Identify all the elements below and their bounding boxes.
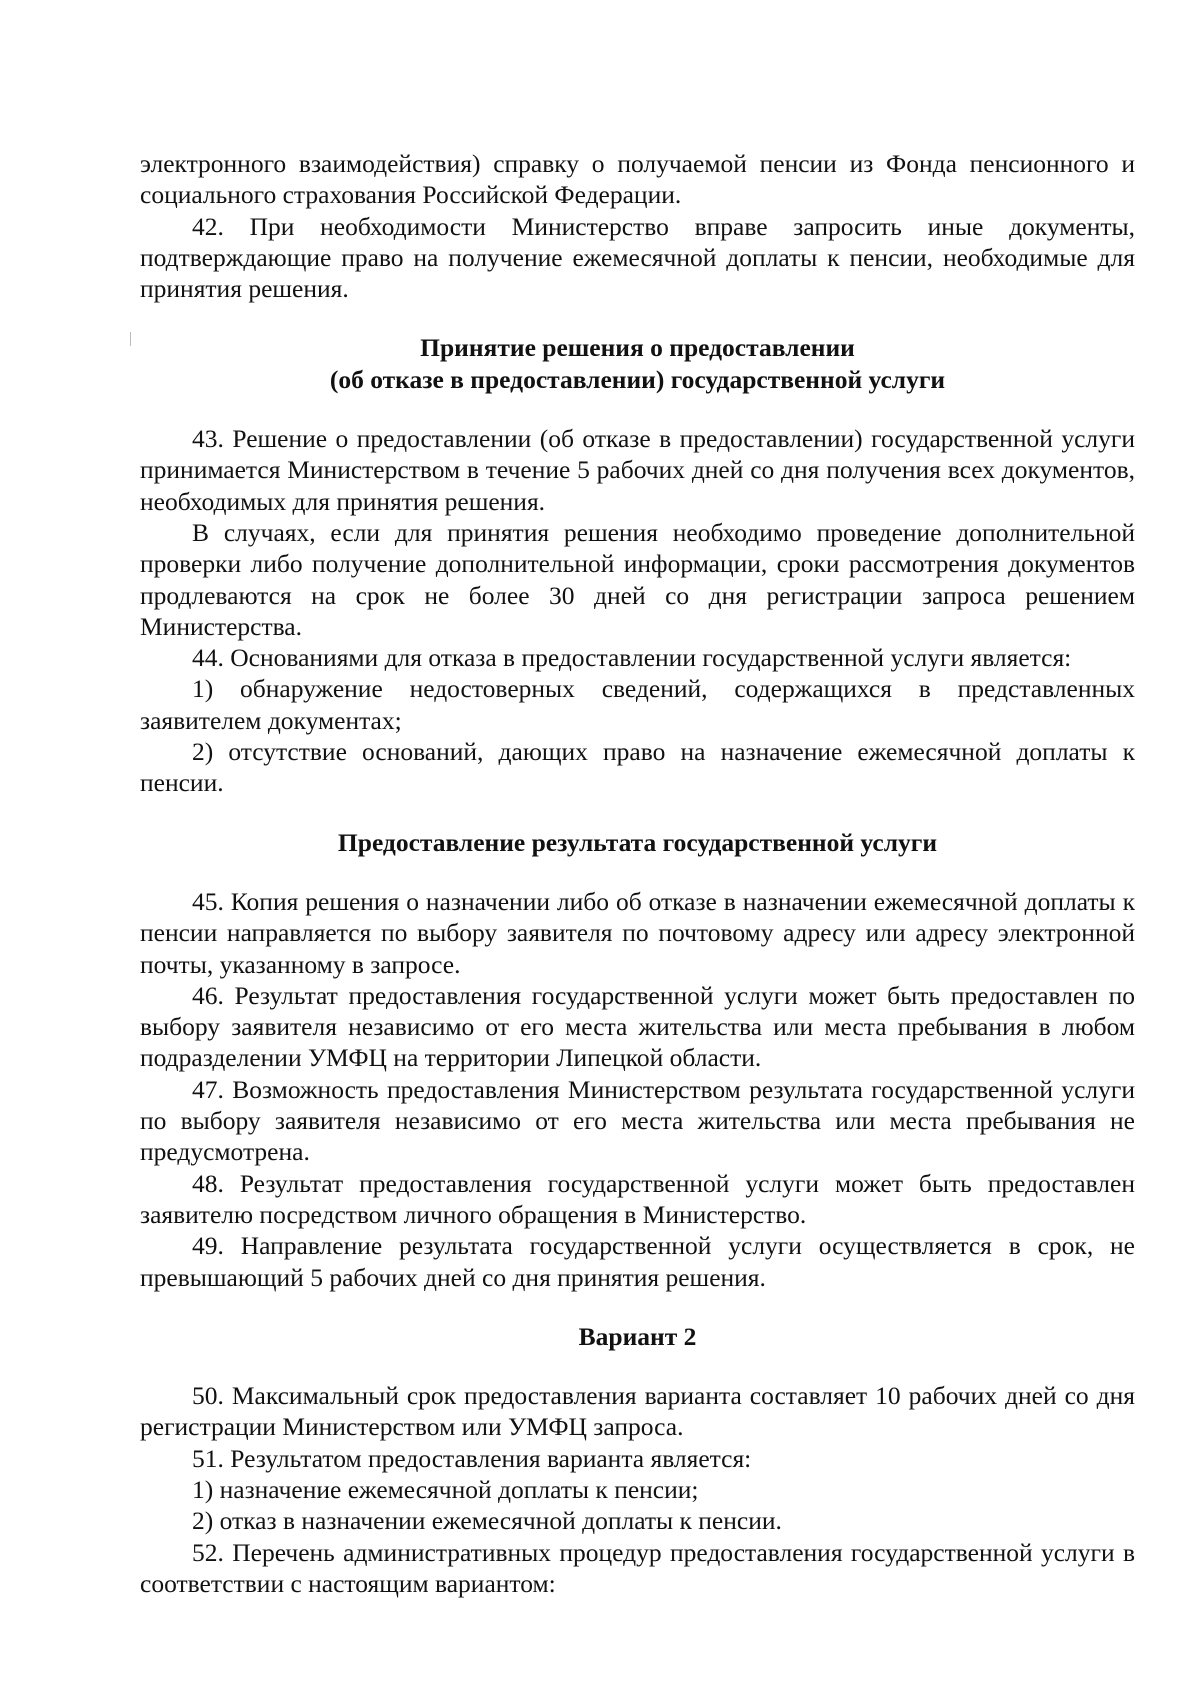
paragraph-51-item-1: 1) назначение ежемесячной доплаты к пенсии; [192, 1474, 699, 1504]
paragraph-51-item-2: 2) отказ в назначении ежемесячной доплаты к пенсии. [192, 1506, 782, 1536]
paragraph-47: 47. Возможность предоставления Министерством результата государственной услуги по выбору заявителя независимо от его места жительства или места пребывания не предусмотрена. [140, 1074, 1135, 1167]
paragraph-43: 43. Решение о предоставлении (об отказе в предоставлении) государственной услуги принимается Министерством в течение 5 рабочих дней со дня получения всех документов, необходимых для принятия решения. [140, 424, 1135, 516]
paragraph-43-cases: В случаях, если для принятия решения необходимо проведение дополнительной проверки либо получение дополнительной информации, сроки рассмотрения документов продлеваются на срок не более 30 дней со дня регистрации запроса решением Министерства. [140, 517, 1135, 641]
heading-decision-line2: (об отказе в предоставлении) государственной услуги [329, 364, 946, 394]
paragraph-51: 51. Результатом предоставления варианта является: [192, 1443, 752, 1473]
paragraph-52: 52. Перечень административных процедур предоставления государственной услуги в соответствии с настоящим вариантом: [140, 1537, 1135, 1598]
heading-result: Предоставление результата государственной услуги [337, 827, 938, 857]
paragraph-50: 50. Максимальный срок предоставления варианта составляет 10 рабочих дней со дня регистрации Министерством или УМФЦ запроса. [140, 1381, 1135, 1442]
paragraph-46: 46. Результат предоставления государственной услуги может быть предоставлен по выбору заявителя независимо от его места жительства или места пребывания в любом подразделении УМФЦ на территории Липецкой области. [140, 980, 1135, 1073]
document-body [140, 148, 1135, 1599]
section-heading-decision [140, 332, 1135, 395]
paragraph-48: 48. Результат предоставления государственной услуги может быть предоставлен заявителю посредством личного обращения в Министерство. [140, 1168, 1135, 1229]
scan-mark [130, 332, 131, 346]
heading-decision-line1: Принятие решения о предоставлении [420, 333, 855, 363]
paragraph-44-item-2: 2) отсутствие оснований, дающих право на назначение ежемесячной доплаты к пенсии. [140, 737, 1135, 798]
paragraph-continuation: электронного взаимодействия) справку о получаемой пенсии из Фонда пенсионного и социального страхования Российской Федерации. [140, 149, 1135, 210]
paragraph-44: 44. Основаниями для отказа в предоставлении государственной услуги является: [192, 643, 1072, 673]
paragraph-49: 49. Направление результата государственной услуги осуществляется в срок, не превышающий 5 рабочих дней со дня принятия решения. [140, 1231, 1135, 1292]
paragraph-42: 42. При необходимости Министерство вправе запросить иные документы, подтверждающие право на получение ежемесячной доплаты к пенсии, необходимые для принятия решения. [140, 211, 1135, 304]
paragraph-45: 45. Копия решения о назначении либо об отказе в назначении ежемесячной доплаты к пенсии направляется по выбору заявителя по почтовому адресу или адресу электронной почты, указанному в запросе. [140, 886, 1135, 979]
heading-variant-2: Вариант 2 [578, 1321, 697, 1351]
paragraph-44-item-1: 1) обнаружение недостоверных сведений, содержащихся в представленных заявителем документах; [140, 674, 1135, 735]
